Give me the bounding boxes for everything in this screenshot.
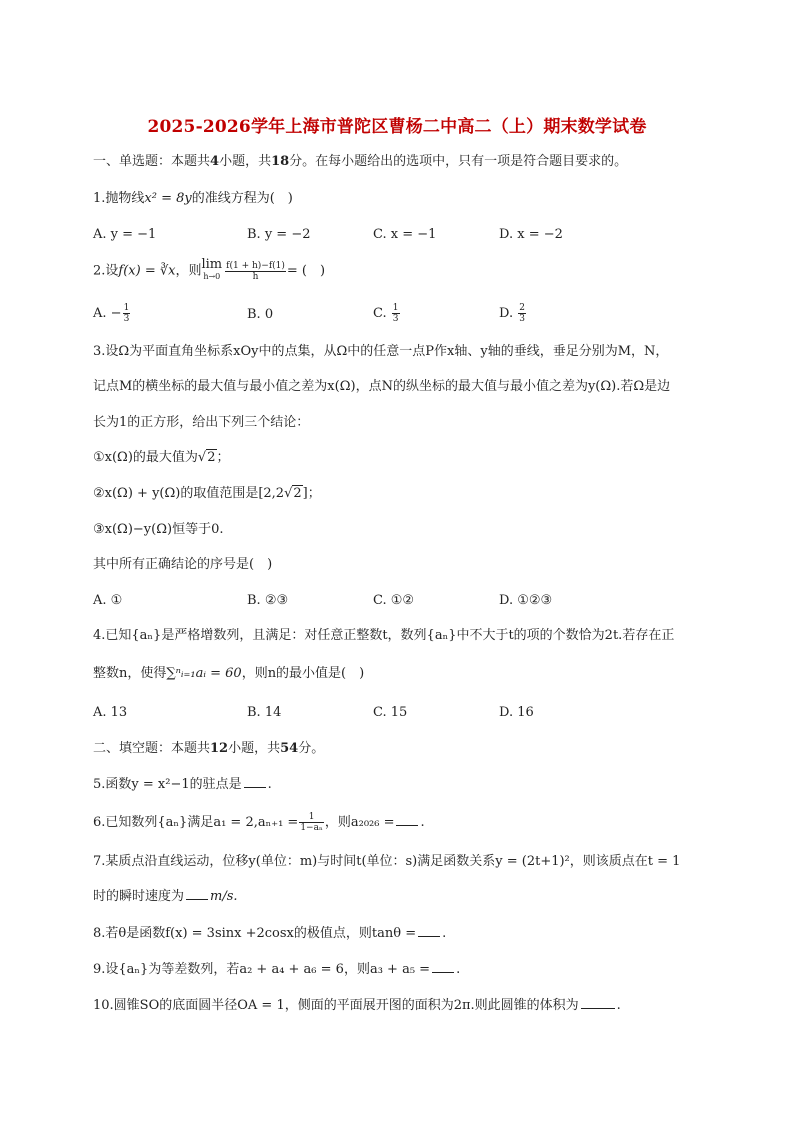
question-2-option-d: D. $\frac{2}{3}$ [499, 303, 525, 324]
question-3-line-2: 记点M的横坐标的最大值与最小值之差为x(Ω)，点N的纵坐标的最大值与最小值之差为y(Ω).若Ω是边 [93, 379, 671, 394]
question-4-line-2: 整数n，使得∑ⁿᵢ₌₁aᵢ = 60，则n的最小值是( ) [93, 666, 365, 681]
limit-operator: lim h→0 [201, 257, 223, 281]
answer-blank [186, 887, 208, 900]
question-1-option-d: D. x = −2 [499, 227, 563, 242]
question-3-statement-1: ①x(Ω)的最大值为√2； [93, 450, 230, 465]
question-8: 8.若θ是函数f(x) = 3sinx +2cosx的极值点，则tanθ = . [93, 926, 447, 941]
question-3-line-3: 长为1的正方形，给出下列三个结论： [93, 415, 310, 430]
page-title: 2025-2026学年上海市普陀区曹杨二中高二（上）期末数学试卷 [147, 117, 647, 137]
answer-blank [432, 960, 454, 973]
sum-expression: ∑ⁿᵢ₌₁aᵢ = 60 [166, 666, 242, 681]
question-3-statement-2: ②x(Ω) + y(Ω)的取值范围是[2,2√2]； [93, 486, 321, 501]
answer-blank [396, 813, 418, 826]
question-6: 6.已知数列{aₙ}满足a₁ = 2,aₙ₊₁ = $\frac{1}{\text{1−aₙ}}$ ，则a₂₀₂₆ = . [93, 812, 425, 833]
question-2-option-b: B. 0 [247, 307, 274, 322]
question-2-stem: 2.设f(x) = ∛x，则 lim h→0 $\frac{f(1 + h)-f(1)}{h}$ = ( ) [93, 257, 326, 282]
question-10: 10.圆锥SO的底面圆半径OA = 1，侧面的平面展开图的面积为2π.则此圆锥的体积为 . [93, 998, 621, 1013]
question-3-option-c: C. ①② [373, 593, 415, 608]
question-7-line-1: 7.某质点沿直线运动，位移y(单位：m)与时间t(单位：s)满足函数关系y = (2t+1)²，则该质点在t = 1 [93, 854, 681, 869]
question-4-option-c: C. 15 [373, 705, 408, 720]
question-4-option-a: A. 13 [93, 705, 128, 720]
question-4-option-d: D. 16 [499, 705, 534, 720]
section-heading-single-choice: 一、单选题：本题共4小题，共18分。在每小题给出的选项中，只有一项是符合题目要求的。 [93, 154, 628, 169]
question-1-option-b: B. y = −2 [247, 227, 311, 242]
function-definition: f(x) = ∛x [118, 263, 176, 279]
question-2-option-a: A. − $\frac{1}{3}$ [93, 303, 130, 324]
difference-quotient: $\frac{f(1 + h)-f(1)}{h}$ [226, 260, 285, 282]
question-4-option-b: B. 14 [247, 705, 282, 720]
question-5: 5.函数y = x²−1的驻点是 . [93, 777, 272, 792]
question-3-statement-3: ③x(Ω)−y(Ω)恒等于0. [93, 522, 224, 537]
question-9: 9.设{aₙ}为等差数列，若a₂ + a₄ + a₆ = 6，则a₃ + a₅ = . [93, 962, 461, 977]
section-heading-fill-in: 二、填空题：本题共12小题，共54分。 [93, 741, 325, 756]
question-count: 4 [210, 154, 220, 169]
section-score: 18 [271, 154, 290, 169]
question-7-line-2: 时的瞬时速度为 m/s. [93, 889, 238, 904]
question-3-option-b: B. ②③ [247, 593, 289, 608]
question-3-option-a: A. ① [93, 593, 123, 608]
answer-blank [244, 775, 266, 788]
answer-blank [418, 924, 440, 937]
question-1-option-a: A. y = −1 [93, 227, 157, 242]
question-4-line-1: 4.已知{aₙ}是严格增数列，且满足：对任意正整数t，数列{aₙ}中不大于t的项的个数恰为2t.若存在正 [93, 628, 675, 643]
question-1-stem: 1.抛物线x² = 8y的准线方程为( ) [93, 191, 293, 206]
parabola-expression: x² = 8y [144, 191, 192, 206]
question-3-ask: 其中所有正确结论的序号是( ) [93, 557, 273, 572]
question-3-option-d: D. ①②③ [499, 593, 553, 608]
question-2-option-c: C. $\frac{1}{3}$ [373, 303, 399, 324]
answer-blank [581, 996, 615, 1009]
question-3-line-1: 3.设Ω为平面直角坐标系xOy中的点集，从Ω中的任意一点P作x轴、y轴的垂线，垂足分别为M，N， [93, 344, 669, 359]
question-1-option-c: C. x = −1 [373, 227, 437, 242]
